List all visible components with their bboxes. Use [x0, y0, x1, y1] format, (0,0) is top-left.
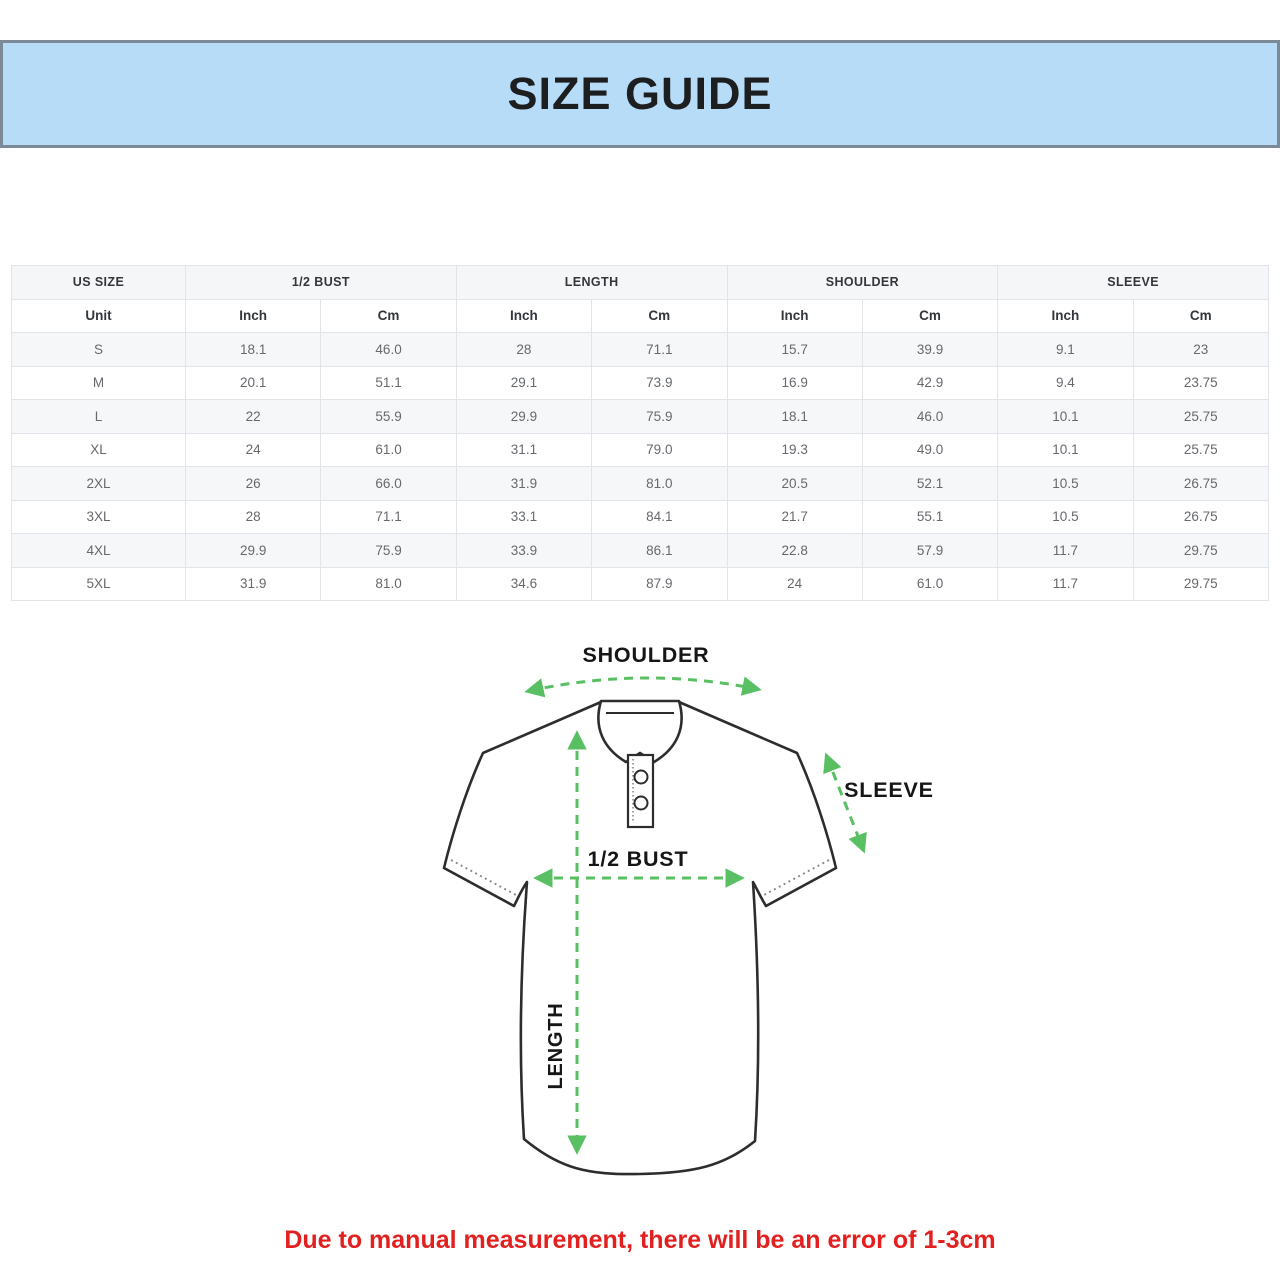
size-cell: 26.75 — [1133, 500, 1268, 534]
size-cell: 15.7 — [727, 333, 862, 367]
size-cell: 39.9 — [862, 333, 997, 367]
table-row — [12, 534, 1269, 568]
size-cell: 20.1 — [186, 366, 321, 400]
size-cell: 26 — [186, 467, 321, 501]
size-cell: 46.0 — [862, 400, 997, 434]
size-cell: 11.7 — [998, 534, 1133, 568]
unit-header-cell: Cm — [1133, 299, 1268, 333]
size-cell: 34.6 — [456, 567, 591, 601]
sleeve-arrow — [827, 757, 863, 849]
column-group-us-size: US SIZE — [12, 266, 186, 300]
size-cell: L — [12, 400, 186, 434]
size-cell: 86.1 — [592, 534, 727, 568]
size-cell: 52.1 — [862, 467, 997, 501]
size-cell: 18.1 — [186, 333, 321, 367]
size-cell: 66.0 — [321, 467, 456, 501]
size-cell: 33.1 — [456, 500, 591, 534]
size-cell: 57.9 — [862, 534, 997, 568]
length-label: LENGTH — [545, 1002, 567, 1090]
column-group-shoulder: SHOULDER — [727, 266, 998, 300]
shoulder-label: SHOULDER — [582, 643, 710, 667]
size-cell: 20.5 — [727, 467, 862, 501]
unit-header-cell: Cm — [862, 299, 997, 333]
unit-header-cell: Inch — [727, 299, 862, 333]
size-cell: 21.7 — [727, 500, 862, 534]
size-cell: 29.9 — [456, 400, 591, 434]
size-cell: 87.9 — [592, 567, 727, 601]
size-cell: 61.0 — [862, 567, 997, 601]
size-cell: 71.1 — [321, 500, 456, 534]
size-cell: 33.9 — [456, 534, 591, 568]
size-cell: 61.0 — [321, 433, 456, 467]
size-cell: 10.1 — [998, 400, 1133, 434]
table-row — [12, 333, 1269, 367]
size-cell: 55.9 — [321, 400, 456, 434]
shoulder-arrow — [529, 678, 757, 691]
size-cell: 9.4 — [998, 366, 1133, 400]
page-title: SIZE GUIDE — [507, 68, 773, 119]
unit-header-cell: Unit — [12, 299, 186, 333]
size-cell: 31.9 — [456, 467, 591, 501]
size-cell: 23 — [1133, 333, 1268, 367]
placket-button — [635, 797, 648, 810]
size-cell: 23.75 — [1133, 366, 1268, 400]
size-cell: 51.1 — [321, 366, 456, 400]
unit-header-cell: Cm — [592, 299, 727, 333]
size-cell: 28 — [186, 500, 321, 534]
size-cell: 9.1 — [998, 333, 1133, 367]
size-cell: 3XL — [12, 500, 186, 534]
size-cell: S — [12, 333, 186, 367]
table-row — [12, 433, 1269, 467]
size-guide-banner — [0, 40, 1280, 148]
size-cell: 75.9 — [592, 400, 727, 434]
size-cell: 10.5 — [998, 467, 1133, 501]
size-table-head — [12, 266, 1269, 333]
size-cell: M — [12, 366, 186, 400]
size-cell: 22 — [186, 400, 321, 434]
size-cell: 29.9 — [186, 534, 321, 568]
column-group-length: LENGTH — [456, 266, 727, 300]
size-cell: 31.9 — [186, 567, 321, 601]
size-cell: 73.9 — [592, 366, 727, 400]
size-cell: 25.75 — [1133, 400, 1268, 434]
size-cell: 18.1 — [727, 400, 862, 434]
size-cell: XL — [12, 433, 186, 467]
size-cell: 4XL — [12, 534, 186, 568]
half-bust-label: 1/2 BUST — [587, 847, 689, 871]
size-table-body — [12, 333, 1269, 601]
unit-header-cell: Inch — [998, 299, 1133, 333]
size-cell: 24 — [186, 433, 321, 467]
size-cell: 75.9 — [321, 534, 456, 568]
size-cell: 49.0 — [862, 433, 997, 467]
size-cell: 28 — [456, 333, 591, 367]
table-row — [12, 366, 1269, 400]
sleeve-label: SLEEVE — [844, 778, 934, 802]
size-cell: 19.3 — [727, 433, 862, 467]
table-row — [12, 400, 1269, 434]
table-row — [12, 567, 1269, 601]
size-cell: 29.1 — [456, 366, 591, 400]
size-cell: 55.1 — [862, 500, 997, 534]
size-cell: 25.75 — [1133, 433, 1268, 467]
size-cell: 16.9 — [727, 366, 862, 400]
size-cell: 71.1 — [592, 333, 727, 367]
size-cell: 26.75 — [1133, 467, 1268, 501]
size-cell: 10.5 — [998, 500, 1133, 534]
column-group-row — [12, 266, 1269, 300]
size-cell: 29.75 — [1133, 534, 1268, 568]
placket-button — [635, 771, 648, 784]
size-cell: 22.8 — [727, 534, 862, 568]
size-cell: 81.0 — [592, 467, 727, 501]
unit-header-cell: Cm — [321, 299, 456, 333]
size-cell: 11.7 — [998, 567, 1133, 601]
unit-header-row — [12, 299, 1269, 333]
size-cell: 29.75 — [1133, 567, 1268, 601]
unit-header-cell: Inch — [186, 299, 321, 333]
column-group-half-bust: 1/2 BUST — [186, 266, 457, 300]
table-row — [12, 500, 1269, 534]
size-cell: 31.1 — [456, 433, 591, 467]
measurement-note: Due to manual measurement, there will be an error of 1-3cm — [284, 1226, 996, 1254]
size-cell: 10.1 — [998, 433, 1133, 467]
size-cell: 5XL — [12, 567, 186, 601]
size-cell: 81.0 — [321, 567, 456, 601]
size-cell: 42.9 — [862, 366, 997, 400]
polo-shirt-diagram — [415, 635, 935, 1210]
table-row — [12, 467, 1269, 501]
unit-header-cell: Inch — [456, 299, 591, 333]
size-cell: 84.1 — [592, 500, 727, 534]
size-cell: 24 — [727, 567, 862, 601]
size-cell: 2XL — [12, 467, 186, 501]
size-chart-table — [11, 265, 1269, 601]
placket — [628, 755, 653, 827]
size-cell: 79.0 — [592, 433, 727, 467]
column-group-sleeve: SLEEVE — [998, 266, 1269, 300]
size-cell: 46.0 — [321, 333, 456, 367]
